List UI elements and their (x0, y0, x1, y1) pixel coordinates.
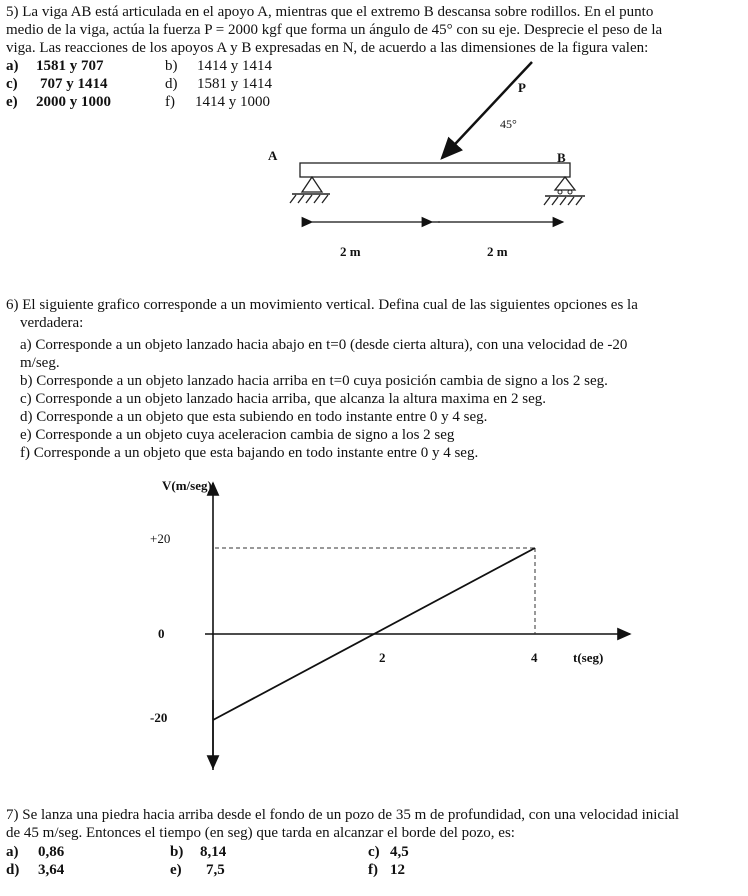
q7-option-c: 4,5 (390, 844, 409, 860)
pin-support-a (290, 177, 330, 203)
q7-option-b-label: b) (170, 844, 184, 860)
force-p-arrow (442, 62, 532, 158)
angle-label: 45° (500, 117, 517, 131)
q7-line-2: de 45 m/seg. Entonces el tiempo (en seg) que tarda en alcanzar el borde del pozo, es: (6, 825, 515, 841)
q7-option-f-label: f) (368, 862, 378, 878)
q7-option-d-label: d) (6, 862, 20, 878)
velocity-graph (150, 478, 630, 770)
xtick-4: 4 (531, 650, 538, 665)
q7-line-1: 7) Se lanza una piedra hacia arriba desde el fondo de un pozo de 35 m de profundidad, con una velocidad inicial (6, 807, 680, 823)
q7-option-a-label: a) (6, 844, 19, 860)
label-b: B (557, 150, 566, 165)
q5-line-3: viga. Las reacciones de los apoyos A y B expresadas en N, de acuerdo a las dimensiones de la figura valen: (6, 40, 649, 56)
q7-option-f: 12 (390, 862, 405, 878)
y-axis-label: V(m/seg) (162, 478, 212, 493)
q7-option-c-label: c) (368, 844, 380, 860)
q5-option-d: 1581 y 1414 (197, 76, 272, 92)
ytick-bottom: -20 (150, 710, 168, 725)
q7-option-e: 7,5 (206, 862, 225, 878)
q5-line-1: 5) La viga AB está articulada en el apoyo A, mientras que el extremo B descansa sobre rodillos. En el punto (6, 4, 654, 20)
ytick-top: +20 (150, 531, 171, 546)
label-a: A (268, 148, 278, 163)
beam (300, 163, 570, 177)
q5-option-b: 1414 y 1414 (197, 58, 272, 74)
q6-line-1: 6) El siguiente grafico corresponde a un movimiento vertical. Defina cual de las siguientes opciones es la (6, 297, 638, 313)
q5-option-f-label: f) (165, 94, 175, 110)
beam-figure (268, 62, 585, 259)
q7-option-e-label: e) (170, 862, 182, 878)
x-axis-label: t(seg) (573, 650, 604, 665)
q6-option-e: e) Corresponde a un objeto cuya aceleracion cambia de signo a los 2 seg (20, 427, 455, 443)
q5-option-d-label: d) (165, 76, 178, 92)
q7-option-a: 0,86 (38, 844, 65, 860)
q6-option-b: b) Corresponde a un objeto lanzado hacia arriba en t=0 cuya posición cambia de signo a los 2 seg. (20, 373, 608, 389)
q5-option-a-label: a) (6, 58, 19, 74)
q5-option-e: 2000 y 1000 (36, 94, 111, 110)
dim-right-label: 2 m (487, 244, 508, 259)
roller-support-b (544, 177, 585, 205)
q5-option-a: 1581 y 707 (36, 58, 104, 74)
q7-option-b: 8,14 (200, 844, 227, 860)
dim-left-label: 2 m (340, 244, 361, 259)
q5-option-e-label: e) (6, 94, 18, 110)
q6-option-a-cont: m/seg. (20, 355, 60, 371)
q5-option-f: 1414 y 1000 (195, 94, 270, 110)
xtick-2: 2 (379, 650, 386, 665)
label-p: P (518, 80, 526, 95)
q5-line-2: medio de la viga, actúa la fuerza P = 2000 kgf que forma un ángulo de 45° con su eje. Desprecie el peso de la (6, 22, 663, 38)
q5-option-b-label: b) (165, 58, 178, 74)
q7-option-d: 3,64 (38, 862, 65, 878)
q6-line-2: verdadera: (20, 315, 84, 331)
q6-option-a: a) Corresponde a un objeto lanzado hacia abajo en t=0 (desde cierta altura), con una velocidad de -20 (20, 337, 628, 353)
q6-option-f: f) Corresponde a un objeto que esta bajando en todo instante entre 0 y 4 seg. (20, 445, 479, 461)
q6-option-c: c) Corresponde a un objeto lanzado hacia arriba, que alcanza la altura maxima en 2 seg. (20, 391, 547, 407)
ytick-zero: 0 (158, 626, 165, 641)
q5-option-c-label: c) (6, 76, 18, 92)
q5-option-c: 707 y 1414 (40, 76, 108, 92)
q6-option-d: d) Corresponde a un objeto que esta subiendo en todo instante entre 0 y 4 seg. (20, 409, 488, 425)
